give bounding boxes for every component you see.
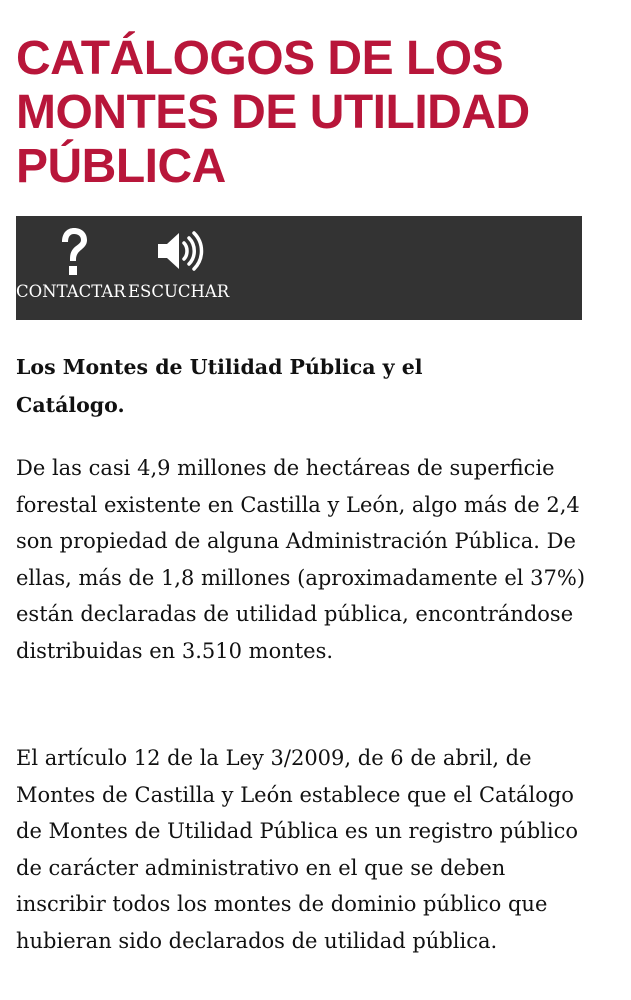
paragraph-text: De las casi 4,9 millones de hectáreas de superficie forestal existente en Castilla y León, algo más de 2,4 son propiedad de alguna Administración Pública. De ellas, más de 1,8 millones (aproximadamente el 37%) están declaradas de utilidad pública, encontrándose distribuidas en 3.510 montes. bbox=[16, 456, 586, 663]
question-icon bbox=[54, 226, 94, 278]
paragraph bbox=[16, 740, 591, 959]
speaker-icon bbox=[156, 228, 204, 274]
accessibility-toolbar bbox=[16, 216, 582, 320]
paragraph-text: El artículo 12 de la Ley 3/2009, de 6 de abril, de Montes de Castilla y León establece que el Catálogo de Montes de Utilidad Pública es un registro público de carácter administrativo en el que se deben inscribir todos los montes de dominio público que hubieran sido declarados de utilidad pública. bbox=[16, 746, 578, 953]
section-title: Los Montes de Utilidad Pública y el Catálogo. bbox=[16, 355, 423, 417]
listen-label: ESCUCHAR bbox=[128, 282, 230, 301]
contact-button[interactable] bbox=[16, 216, 126, 320]
page-title: CATÁLOGOS DE LOS MONTES DE UTILIDAD PÚBLICA bbox=[16, 32, 530, 193]
contact-label: CONTACTAR bbox=[16, 282, 126, 301]
listen-button[interactable] bbox=[128, 216, 246, 320]
paragraph bbox=[16, 450, 591, 669]
